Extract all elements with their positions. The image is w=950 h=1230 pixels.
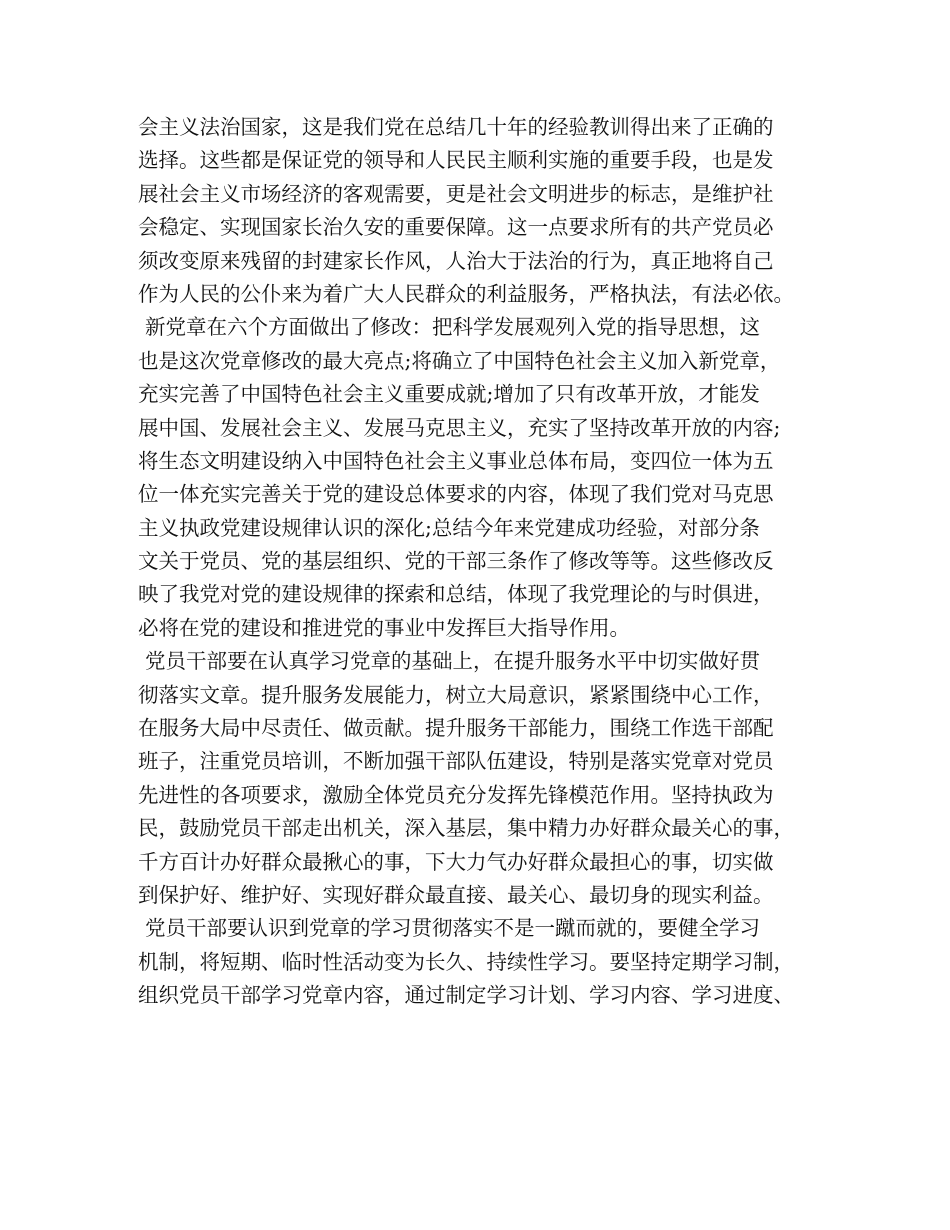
- text-line: 必将在党的建设和推进党的事业中发挥巨大指导作用。: [138, 615, 630, 640]
- text-line: 文关于党员、党的基层组织、党的干部三条作了修改等等。这些修改反: [138, 549, 774, 574]
- text-line: 新党章在六个方面做出了修改：把科学发展观列入党的指导思想，这: [145, 315, 760, 340]
- text-line: 在服务大局中尽责任、做贡献。提升服务干部能力，围绕工作选干部配: [138, 716, 774, 741]
- document-body: [138, 111, 828, 1013]
- text-line: 展中国、发展社会主义、发展马克思主义，充实了坚持改革开放的内容;: [138, 415, 781, 440]
- text-line: 彻落实文章。提升服务发展能力，树立大局意识，紧紧围绕中心工作，: [138, 682, 774, 707]
- text-line: 展社会主义市场经济的客观需要，更是社会文明进步的标志，是维护社: [138, 181, 774, 206]
- text-line: 将生态文明建设纳入中国特色社会主义事业总体布局，变四位一体为五: [138, 448, 774, 473]
- text-line: 主义执政党建设规律认识的深化;总结今年来党建成功经验，对部分条: [138, 515, 760, 540]
- text-line: 也是这次党章修改的最大亮点;将确立了中国特色社会主义加入新党章，: [138, 348, 781, 373]
- text-line: 会稳定、实现国家长治久安的重要保障。这一点要求所有的共产党员必: [138, 215, 774, 240]
- text-line: 位一体充实完善关于党的建设总体要求的内容，体现了我们党对马克思: [138, 482, 774, 507]
- text-line: 民，鼓励党员干部走出机关，深入基层，集中精力办好群众最关心的事，: [138, 816, 794, 841]
- text-line: 会主义法治国家，这是我们党在总结几十年的经验教训得出来了正确的: [138, 115, 774, 139]
- text-line: 机制，将短期、临时性活动变为长久、持续性学习。要坚持定期学习制，: [138, 949, 794, 974]
- text-line: 选择。这些都是保证党的领导和人民民主顺利实施的重要手段，也是发: [138, 148, 774, 173]
- text-line: 组织党员干部学习党章内容，通过制定学习计划、学习内容、学习进度、: [138, 983, 794, 1008]
- text-line: 须改变原来残留的封建家长作风，人治大于法治的行为，真正地将自己: [138, 248, 774, 273]
- text-line: 到保护好、维护好、实现好群众最直接、最关心、最切身的现实利益。: [138, 882, 774, 907]
- text-line: 作为人民的公仆来为着广大人民群众的利益服务，严格执法，有法必依。: [138, 281, 794, 306]
- text-line: 千方百计办好群众最揪心的事，下大力气办好群众最担心的事，切实做: [138, 849, 774, 874]
- text-line: 班子，注重党员培训，不断加强干部队伍建设，特别是落实党章对党员: [138, 749, 774, 774]
- text-line: 党员干部要在认真学习党章的基础上，在提升服务水平中切实做好贯: [145, 649, 760, 674]
- text-line: 先进性的各项要求，激励全体党员充分发挥先锋模范作用。坚持执政为: [138, 782, 774, 807]
- text-line: 映了我党对党的建设规律的探索和总结，体现了我党理论的与时俱进，: [138, 582, 774, 607]
- text-line: 党员干部要认识到党章的学习贯彻落实不是一蹴而就的，要健全学习: [145, 916, 760, 941]
- text-line: 充实完善了中国特色社会主义重要成就;增加了只有改革开放，才能发: [138, 382, 760, 407]
